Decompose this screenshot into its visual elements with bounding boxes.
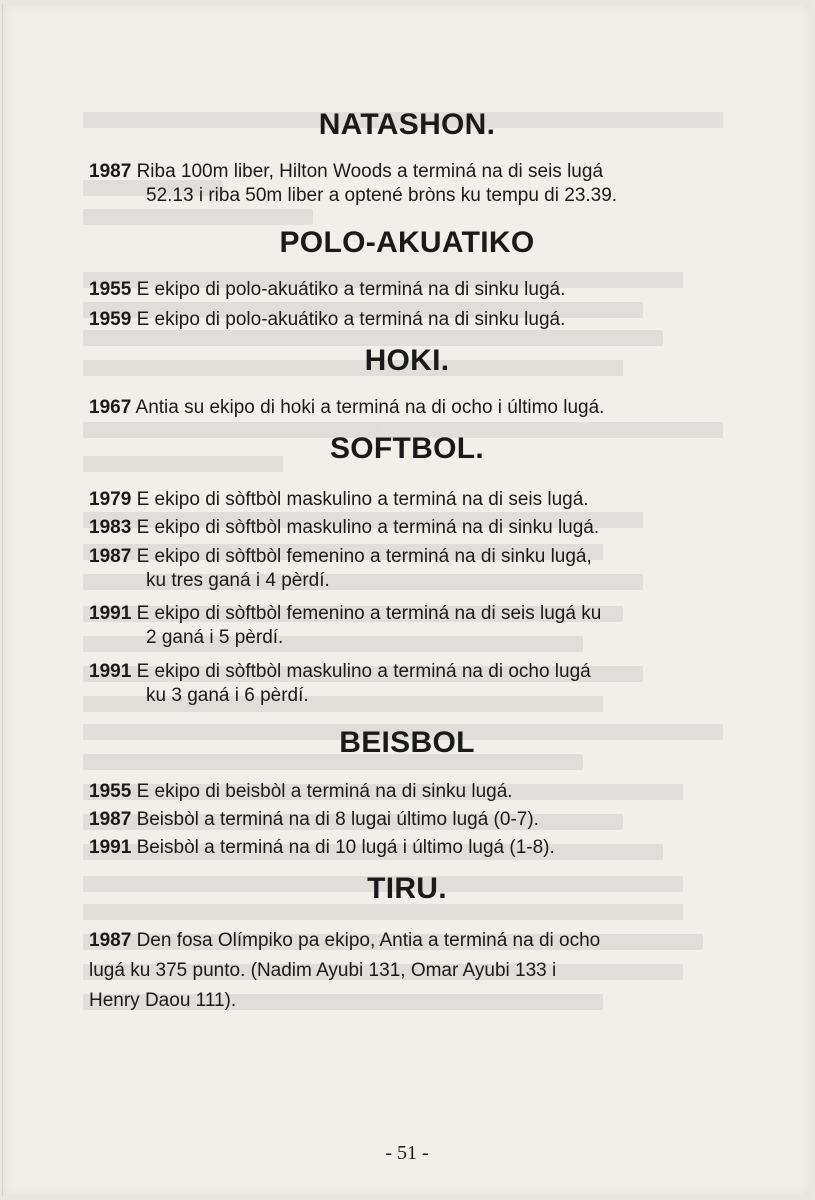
entry-text: Beisbòl a terminá na di 10 lugá i último lugá (1-8). (136, 837, 555, 858)
entry-year: 1967 (89, 397, 132, 418)
entry-year: 1979 (89, 489, 132, 510)
book-page (2, 4, 811, 1196)
entry-softbol-1979 (89, 488, 739, 512)
entry-text: Den fosa Olímpiko pa ekipo, Antia a terminá na di ocho (136, 930, 601, 951)
entry-text: E ekipo di sòftbòl femenino a terminá na di seis lugá ku (136, 603, 602, 624)
entry-text: Beisbòl a terminá na di 8 lugai último lugá (0-7). (136, 809, 539, 830)
entry-hoki-1967 (89, 396, 739, 420)
entry-text: E ekipo di sòftbòl maskulino a terminá na di seis lugá. (136, 489, 589, 510)
entry-text-continued: ku 3 ganá i 6 pèrdí. (146, 685, 309, 706)
entry-softbol-1987 (89, 545, 739, 593)
section-heading-polo-akuatiko: POLO-AKUATIKO (279, 226, 535, 259)
entry-polo-1959 (89, 308, 739, 332)
entry-softbol-1991-maskulino (89, 660, 739, 708)
entry-text-continued: Henry Daou 111). (89, 990, 237, 1011)
page-number: - 51 - (385, 1142, 429, 1164)
section-heading-beisbol: BEISBOL (339, 726, 475, 759)
entry-softbol-1983 (89, 516, 739, 540)
entry-year: 1987 (89, 809, 132, 830)
section-heading-softbol: SOFTBOL. (329, 432, 485, 465)
entry-softbol-1991-femenino (89, 602, 739, 650)
entry-text: Riba 100m liber, Hilton Woods a terminá na di seis lugá (136, 161, 604, 182)
entry-year: 1955 (89, 279, 132, 300)
entry-year: 1991 (89, 603, 132, 624)
entry-tiru-1987 (89, 926, 729, 1016)
entry-beisbol-1987 (89, 808, 739, 832)
entry-year: 1991 (89, 837, 132, 858)
entry-text-continued: 52.13 i riba 50m liber a optené bròns ku tempu di 23.39. (146, 185, 618, 206)
section-heading-hoki: HOKI. (364, 344, 450, 377)
entry-year: 1987 (89, 161, 132, 182)
entry-text-continued: 2 ganá i 5 pèrdí. (146, 627, 284, 648)
entry-year: 1987 (89, 930, 132, 951)
entry-beisbol-1955 (89, 780, 739, 804)
entry-text: E ekipo di polo-akuátiko a terminá na di sinku lugá. (136, 309, 566, 330)
entry-beisbol-1991 (89, 836, 739, 860)
entry-text-continued: lugá ku 375 punto. (Nadim Ayubi 131, Omar Ayubi 133 i (89, 960, 557, 981)
entry-year: 1991 (89, 661, 132, 682)
entry-text-continued: ku tres ganá i 4 pèrdí. (146, 570, 330, 591)
entry-text: Antia su ekipo di hoki a terminá na di ocho i último lugá. (135, 397, 605, 418)
entry-text: E ekipo di sòftbòl maskulino a terminá na di sinku lugá. (136, 517, 600, 538)
entry-text: E ekipo di beisbòl a terminá na di sinku lugá. (136, 781, 513, 802)
entry-text: E ekipo di polo-akuátiko a terminá na di sinku lugá. (136, 279, 566, 300)
entry-natashon-1987 (89, 160, 739, 208)
section-heading-natashon: NATASHON. (318, 108, 496, 141)
entry-text: E ekipo di sòftbòl femenino a terminá na di sinku lugá, (136, 546, 592, 567)
entry-text: E ekipo di sòftbòl maskulino a terminá na di ocho lugá (136, 661, 591, 682)
entry-year: 1955 (89, 781, 132, 802)
section-heading-tiru: TIRU. (367, 872, 447, 905)
entry-polo-1955 (89, 278, 739, 302)
entry-year: 1983 (89, 517, 132, 538)
entry-year: 1959 (89, 309, 132, 330)
entry-year: 1987 (89, 546, 132, 567)
